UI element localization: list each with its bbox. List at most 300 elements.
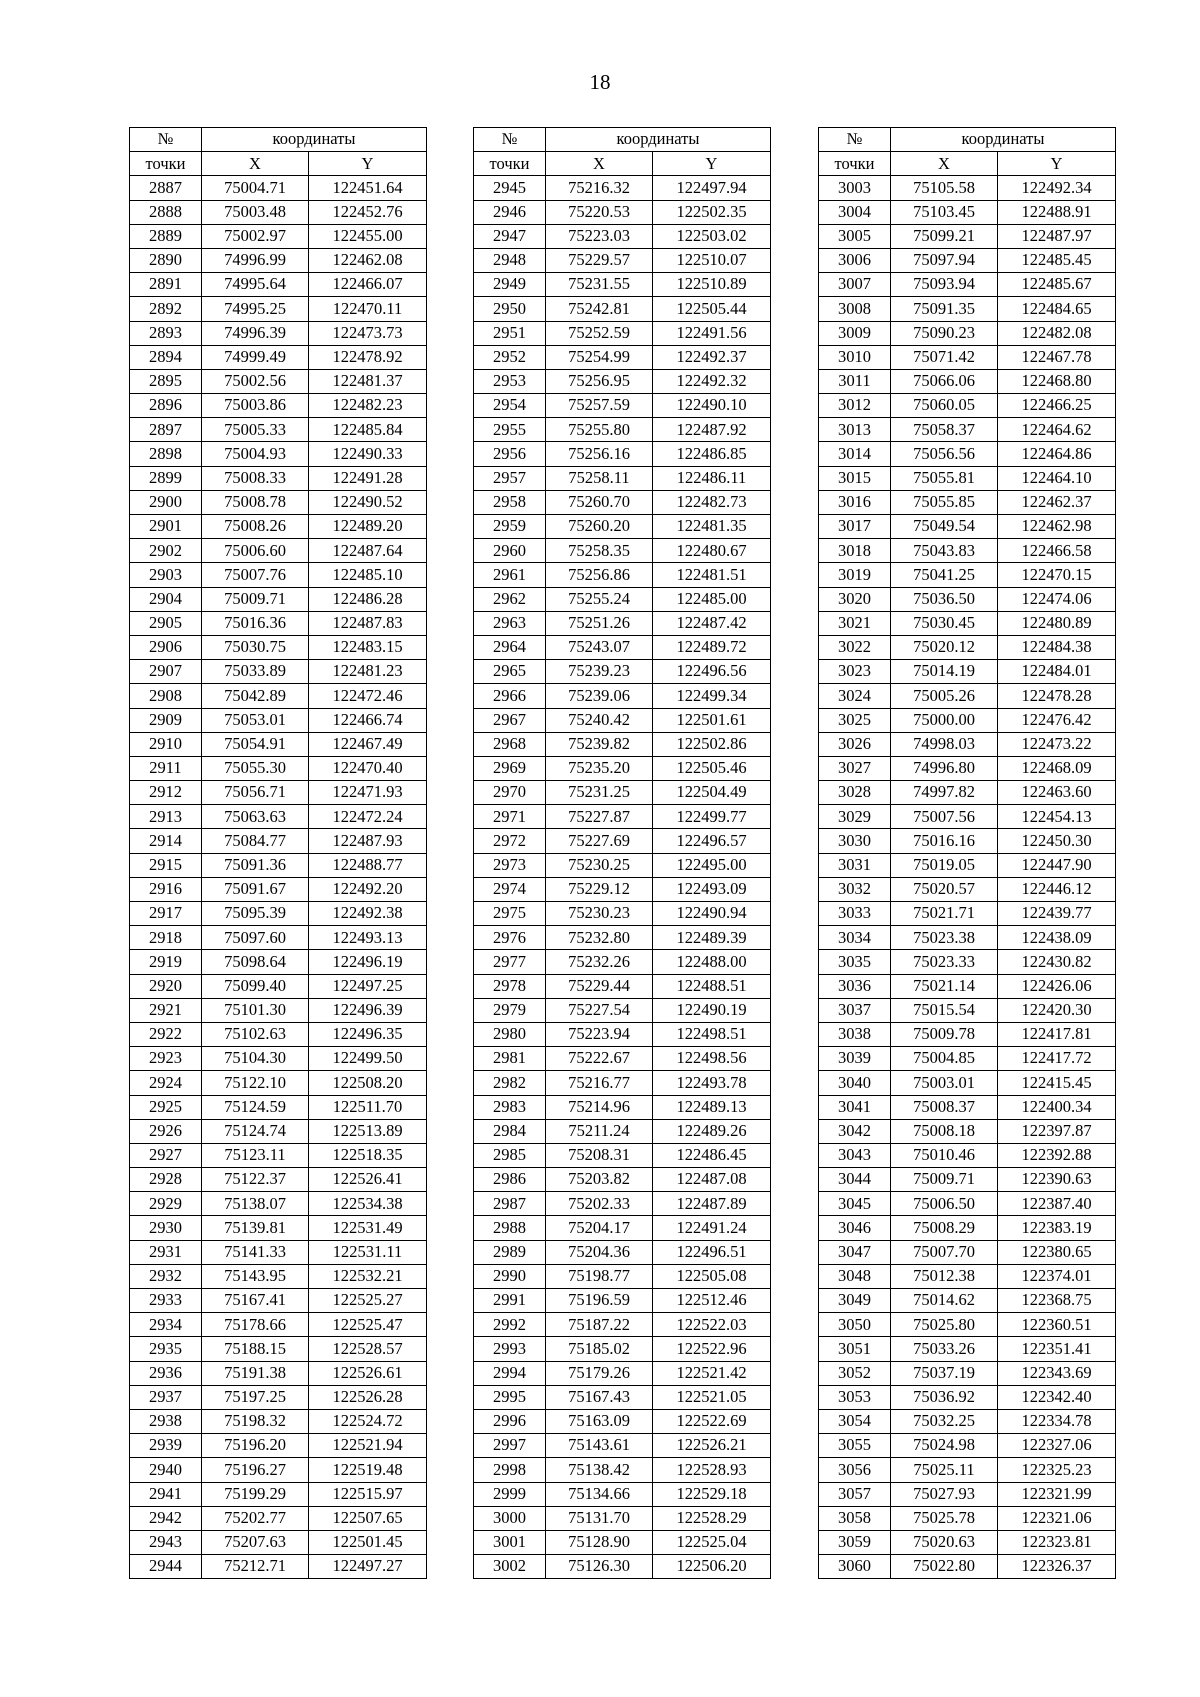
- point-number-cell: 2895: [130, 369, 202, 393]
- y-column-header: Y: [998, 152, 1116, 176]
- y-coordinate-cell: 122486.85: [653, 442, 771, 466]
- x-coordinate-cell: 75008.26: [202, 515, 309, 539]
- x-coordinate-cell: 75010.46: [891, 1143, 998, 1167]
- x-coordinate-cell: 75203.82: [546, 1168, 653, 1192]
- table-row: [819, 1192, 1116, 1216]
- point-number-cell: 2902: [130, 539, 202, 563]
- table-row: [819, 877, 1116, 901]
- y-coordinate-cell: 122490.19: [653, 998, 771, 1022]
- y-coordinate-cell: 122390.63: [998, 1168, 1116, 1192]
- table-row: [130, 805, 427, 829]
- table-row: [474, 1361, 771, 1385]
- x-coordinate-cell: 75090.23: [891, 321, 998, 345]
- y-coordinate-cell: 122470.15: [998, 563, 1116, 587]
- y-coordinate-cell: 122496.35: [309, 1022, 427, 1046]
- table-row: [474, 515, 771, 539]
- table-row: [819, 1022, 1116, 1046]
- x-coordinate-cell: 75098.64: [202, 950, 309, 974]
- x-coordinate-cell: 75105.58: [891, 176, 998, 200]
- table-row: [130, 1289, 427, 1313]
- x-coordinate-cell: 75056.56: [891, 442, 998, 466]
- x-coordinate-cell: 75163.09: [546, 1409, 653, 1433]
- table-row: [819, 490, 1116, 514]
- point-number-cell: 2903: [130, 563, 202, 587]
- point-number-cell: 3053: [819, 1385, 891, 1409]
- y-coordinate-cell: 122526.28: [309, 1385, 427, 1409]
- x-coordinate-cell: 75014.62: [891, 1289, 998, 1313]
- y-coordinate-cell: 122525.47: [309, 1313, 427, 1337]
- x-coordinate-cell: 75197.25: [202, 1385, 309, 1409]
- y-coordinate-cell: 122397.87: [998, 1119, 1116, 1143]
- x-coordinate-cell: 75060.05: [891, 394, 998, 418]
- y-coordinate-cell: 122488.77: [309, 853, 427, 877]
- y-coordinate-cell: 122489.72: [653, 635, 771, 659]
- y-coordinate-cell: 122482.73: [653, 490, 771, 514]
- point-number-cell: 3041: [819, 1095, 891, 1119]
- table-row: [130, 660, 427, 684]
- y-coordinate-cell: 122430.82: [998, 950, 1116, 974]
- coordinates-header: координаты: [891, 128, 1116, 152]
- table-row: [474, 442, 771, 466]
- x-coordinate-cell: 75239.06: [546, 684, 653, 708]
- point-number-cell: 3007: [819, 273, 891, 297]
- x-coordinate-cell: 75015.54: [891, 998, 998, 1022]
- y-coordinate-cell: 122417.72: [998, 1047, 1116, 1071]
- x-coordinate-cell: 75138.07: [202, 1192, 309, 1216]
- y-coordinate-cell: 122505.08: [653, 1264, 771, 1288]
- point-number-cell: 2961: [474, 563, 546, 587]
- x-coordinate-cell: 75016.36: [202, 611, 309, 635]
- y-coordinate-cell: 122486.11: [653, 466, 771, 490]
- table-row: [130, 1216, 427, 1240]
- y-coordinate-cell: 122492.20: [309, 877, 427, 901]
- x-coordinate-cell: 75212.71: [202, 1555, 309, 1579]
- x-coordinate-cell: 75091.67: [202, 877, 309, 901]
- point-number-cell: 2890: [130, 248, 202, 272]
- point-number-cell: 2892: [130, 297, 202, 321]
- table-row: [130, 1385, 427, 1409]
- coordinates-table-1: [129, 127, 427, 1579]
- y-coordinate-cell: 122505.44: [653, 297, 771, 321]
- x-coordinate-cell: 75055.30: [202, 756, 309, 780]
- coordinates-header: координаты: [202, 128, 427, 152]
- table-row: [130, 1240, 427, 1264]
- x-coordinate-cell: 75196.20: [202, 1434, 309, 1458]
- point-number-cell: 2918: [130, 926, 202, 950]
- table-row: [474, 418, 771, 442]
- table-row: [130, 563, 427, 587]
- table-row: [819, 1337, 1116, 1361]
- point-number-cell: 3015: [819, 466, 891, 490]
- page-number: 18: [589, 70, 611, 94]
- x-column-header: X: [546, 152, 653, 176]
- x-coordinate-cell: 74995.25: [202, 297, 309, 321]
- table-row: [819, 1482, 1116, 1506]
- point-number-header: №: [130, 128, 202, 152]
- y-coordinate-cell: 122415.45: [998, 1071, 1116, 1095]
- x-coordinate-cell: 75131.70: [546, 1506, 653, 1530]
- x-coordinate-cell: 75007.76: [202, 563, 309, 587]
- y-coordinate-cell: 122466.58: [998, 539, 1116, 563]
- x-coordinate-cell: 74996.39: [202, 321, 309, 345]
- y-coordinate-cell: 122528.93: [653, 1458, 771, 1482]
- y-coordinate-cell: 122473.22: [998, 732, 1116, 756]
- y-column-header: Y: [653, 152, 771, 176]
- point-number-cell: 2991: [474, 1289, 546, 1313]
- point-number-cell: 2967: [474, 708, 546, 732]
- y-coordinate-cell: 122484.01: [998, 660, 1116, 684]
- y-coordinate-cell: 122480.67: [653, 539, 771, 563]
- point-number-cell: 3029: [819, 805, 891, 829]
- table-row: [474, 732, 771, 756]
- x-coordinate-cell: 75222.67: [546, 1047, 653, 1071]
- y-coordinate-cell: 122502.35: [653, 200, 771, 224]
- table-row: [130, 611, 427, 635]
- table-row: [819, 539, 1116, 563]
- y-coordinate-cell: 122496.19: [309, 950, 427, 974]
- table-row: [130, 1168, 427, 1192]
- point-number-cell: 2944: [130, 1555, 202, 1579]
- y-coordinate-cell: 122471.93: [309, 781, 427, 805]
- x-coordinate-cell: 75178.66: [202, 1313, 309, 1337]
- y-coordinate-cell: 122438.09: [998, 926, 1116, 950]
- x-coordinate-cell: 74996.80: [891, 756, 998, 780]
- x-coordinate-cell: 75141.33: [202, 1240, 309, 1264]
- y-coordinate-cell: 122521.42: [653, 1361, 771, 1385]
- table-row: [819, 1216, 1116, 1240]
- y-coordinate-cell: 122482.08: [998, 321, 1116, 345]
- y-coordinate-cell: 122481.37: [309, 369, 427, 393]
- y-coordinate-cell: 122447.90: [998, 853, 1116, 877]
- point-number-cell: 2983: [474, 1095, 546, 1119]
- y-coordinate-cell: 122463.60: [998, 781, 1116, 805]
- point-number-cell: 2947: [474, 224, 546, 248]
- table-row: [819, 853, 1116, 877]
- point-number-cell: 3047: [819, 1240, 891, 1264]
- y-coordinate-cell: 122529.18: [653, 1482, 771, 1506]
- table-row: [130, 1482, 427, 1506]
- point-number-cell: 2956: [474, 442, 546, 466]
- x-coordinate-cell: 75231.25: [546, 781, 653, 805]
- x-coordinate-cell: 75093.94: [891, 273, 998, 297]
- x-coordinate-cell: 74997.82: [891, 781, 998, 805]
- x-coordinate-cell: 75024.98: [891, 1434, 998, 1458]
- table-row: [474, 635, 771, 659]
- y-coordinate-cell: 122484.38: [998, 635, 1116, 659]
- y-coordinate-cell: 122387.40: [998, 1192, 1116, 1216]
- y-coordinate-cell: 122499.50: [309, 1047, 427, 1071]
- point-number-cell: 3031: [819, 853, 891, 877]
- y-coordinate-cell: 122526.21: [653, 1434, 771, 1458]
- table-row: [819, 829, 1116, 853]
- point-number-cell: 3038: [819, 1022, 891, 1046]
- y-coordinate-cell: 122498.51: [653, 1022, 771, 1046]
- point-number-cell: 3042: [819, 1119, 891, 1143]
- x-coordinate-cell: 75095.39: [202, 902, 309, 926]
- x-coordinate-cell: 75256.95: [546, 369, 653, 393]
- table-row: [819, 1409, 1116, 1433]
- x-coordinate-cell: 75179.26: [546, 1361, 653, 1385]
- point-number-cell: 2990: [474, 1264, 546, 1288]
- x-coordinate-cell: 75023.33: [891, 950, 998, 974]
- point-number-cell: 3006: [819, 248, 891, 272]
- table-row: [130, 756, 427, 780]
- point-number-cell: 2920: [130, 974, 202, 998]
- x-coordinate-cell: 75198.32: [202, 1409, 309, 1433]
- y-coordinate-cell: 122525.27: [309, 1289, 427, 1313]
- point-number-cell: 2966: [474, 684, 546, 708]
- table-row: [474, 273, 771, 297]
- y-coordinate-cell: 122368.75: [998, 1289, 1116, 1313]
- y-coordinate-cell: 122490.94: [653, 902, 771, 926]
- point-number-cell: 3027: [819, 756, 891, 780]
- x-coordinate-cell: 75004.85: [891, 1047, 998, 1071]
- y-coordinate-cell: 122532.21: [309, 1264, 427, 1288]
- y-coordinate-cell: 122493.78: [653, 1071, 771, 1095]
- table-row: [474, 248, 771, 272]
- table-row: [819, 974, 1116, 998]
- point-number-cell: 2936: [130, 1361, 202, 1385]
- y-coordinate-cell: 122321.99: [998, 1482, 1116, 1506]
- point-number-header: №: [819, 128, 891, 152]
- x-coordinate-cell: 75020.63: [891, 1530, 998, 1554]
- x-coordinate-cell: 75009.71: [891, 1168, 998, 1192]
- point-number-cell: 2976: [474, 926, 546, 950]
- point-label-header: точки: [130, 152, 202, 176]
- y-column-header: Y: [309, 152, 427, 176]
- point-number-cell: 2964: [474, 635, 546, 659]
- table-row: [474, 200, 771, 224]
- y-coordinate-cell: 122450.30: [998, 829, 1116, 853]
- y-coordinate-cell: 122497.94: [653, 176, 771, 200]
- y-coordinate-cell: 122492.38: [309, 902, 427, 926]
- x-coordinate-cell: 75220.53: [546, 200, 653, 224]
- point-number-cell: 3054: [819, 1409, 891, 1433]
- y-coordinate-cell: 122522.96: [653, 1337, 771, 1361]
- x-coordinate-cell: 75227.54: [546, 998, 653, 1022]
- point-number-cell: 3049: [819, 1289, 891, 1313]
- y-coordinate-cell: 122526.61: [309, 1361, 427, 1385]
- x-coordinate-cell: 75041.25: [891, 563, 998, 587]
- y-coordinate-cell: 122487.08: [653, 1168, 771, 1192]
- table-row: [474, 1047, 771, 1071]
- point-number-cell: 2933: [130, 1289, 202, 1313]
- y-coordinate-cell: 122466.25: [998, 394, 1116, 418]
- table-row: [130, 466, 427, 490]
- table-row: [474, 563, 771, 587]
- table-row: [474, 1216, 771, 1240]
- point-number-cell: 3025: [819, 708, 891, 732]
- table-row: [819, 902, 1116, 926]
- y-coordinate-cell: 122485.84: [309, 418, 427, 442]
- y-coordinate-cell: 122468.09: [998, 756, 1116, 780]
- y-coordinate-cell: 122327.06: [998, 1434, 1116, 1458]
- x-coordinate-cell: 75058.37: [891, 418, 998, 442]
- point-number-cell: 2898: [130, 442, 202, 466]
- table-row: [819, 176, 1116, 200]
- y-coordinate-cell: 122534.38: [309, 1192, 427, 1216]
- point-number-cell: 2937: [130, 1385, 202, 1409]
- x-coordinate-cell: 75005.26: [891, 684, 998, 708]
- y-coordinate-cell: 122474.06: [998, 587, 1116, 611]
- point-number-cell: 2987: [474, 1192, 546, 1216]
- x-coordinate-cell: 75102.63: [202, 1022, 309, 1046]
- point-number-cell: 2993: [474, 1337, 546, 1361]
- point-number-cell: 2978: [474, 974, 546, 998]
- point-number-cell: 3001: [474, 1530, 546, 1554]
- point-number-cell: 2949: [474, 273, 546, 297]
- y-coordinate-cell: 122490.52: [309, 490, 427, 514]
- y-coordinate-cell: 122454.13: [998, 805, 1116, 829]
- table-row: [474, 1192, 771, 1216]
- y-coordinate-cell: 122489.26: [653, 1119, 771, 1143]
- table-row: [819, 805, 1116, 829]
- y-coordinate-cell: 122497.27: [309, 1555, 427, 1579]
- table-row: [474, 176, 771, 200]
- point-number-cell: 2927: [130, 1143, 202, 1167]
- table-row: [130, 781, 427, 805]
- table-row: [474, 297, 771, 321]
- table-row: [819, 1168, 1116, 1192]
- point-number-cell: 2923: [130, 1047, 202, 1071]
- y-coordinate-cell: 122513.89: [309, 1119, 427, 1143]
- x-coordinate-cell: 75025.78: [891, 1506, 998, 1530]
- table-row: [474, 926, 771, 950]
- x-coordinate-cell: 75036.92: [891, 1385, 998, 1409]
- x-coordinate-cell: 75043.83: [891, 539, 998, 563]
- point-number-cell: 2940: [130, 1458, 202, 1482]
- point-number-cell: 2942: [130, 1506, 202, 1530]
- point-number-cell: 2904: [130, 587, 202, 611]
- table-row: [130, 853, 427, 877]
- x-coordinate-cell: 75002.97: [202, 224, 309, 248]
- point-number-cell: 2968: [474, 732, 546, 756]
- point-number-cell: 2962: [474, 587, 546, 611]
- y-coordinate-cell: 122472.46: [309, 684, 427, 708]
- point-number-cell: 3030: [819, 829, 891, 853]
- table-row: [819, 1313, 1116, 1337]
- point-number-cell: 2981: [474, 1047, 546, 1071]
- x-coordinate-cell: 74999.49: [202, 345, 309, 369]
- table-row: [130, 1506, 427, 1530]
- table-row: [819, 1434, 1116, 1458]
- point-number-cell: 2954: [474, 394, 546, 418]
- x-coordinate-cell: 75257.59: [546, 394, 653, 418]
- y-coordinate-cell: 122484.65: [998, 297, 1116, 321]
- table-row: [819, 635, 1116, 659]
- point-number-cell: 2986: [474, 1168, 546, 1192]
- point-number-cell: 2938: [130, 1409, 202, 1433]
- table-row: [474, 853, 771, 877]
- y-coordinate-cell: 122515.97: [309, 1482, 427, 1506]
- x-coordinate-cell: 75033.89: [202, 660, 309, 684]
- y-coordinate-cell: 122321.06: [998, 1506, 1116, 1530]
- table-row: [819, 1095, 1116, 1119]
- point-number-cell: 2989: [474, 1240, 546, 1264]
- point-number-cell: 3045: [819, 1192, 891, 1216]
- point-number-cell: 3023: [819, 660, 891, 684]
- y-coordinate-cell: 122483.15: [309, 635, 427, 659]
- point-number-cell: 2921: [130, 998, 202, 1022]
- point-number-cell: 2998: [474, 1458, 546, 1482]
- table-row: [474, 1506, 771, 1530]
- x-coordinate-cell: 75229.57: [546, 248, 653, 272]
- x-coordinate-cell: 75227.69: [546, 829, 653, 853]
- y-coordinate-cell: 122455.00: [309, 224, 427, 248]
- x-coordinate-cell: 74995.64: [202, 273, 309, 297]
- y-coordinate-cell: 122451.64: [309, 176, 427, 200]
- point-number-cell: 3059: [819, 1530, 891, 1554]
- y-coordinate-cell: 122499.34: [653, 684, 771, 708]
- x-coordinate-cell: 75033.26: [891, 1337, 998, 1361]
- table-row: [819, 926, 1116, 950]
- x-coordinate-cell: 75049.54: [891, 515, 998, 539]
- x-coordinate-cell: 75027.93: [891, 1482, 998, 1506]
- y-coordinate-cell: 122485.00: [653, 587, 771, 611]
- y-coordinate-cell: 122473.73: [309, 321, 427, 345]
- y-coordinate-cell: 122426.06: [998, 974, 1116, 998]
- point-number-cell: 2979: [474, 998, 546, 1022]
- point-number-cell: 2906: [130, 635, 202, 659]
- point-number-cell: 3019: [819, 563, 891, 587]
- table-row: [819, 708, 1116, 732]
- table-row: [130, 297, 427, 321]
- table-row: [819, 466, 1116, 490]
- y-coordinate-cell: 122506.20: [653, 1555, 771, 1579]
- x-coordinate-cell: 75191.38: [202, 1361, 309, 1385]
- y-coordinate-cell: 122462.98: [998, 515, 1116, 539]
- table-row: [474, 902, 771, 926]
- x-coordinate-cell: 75036.50: [891, 587, 998, 611]
- y-coordinate-cell: 122486.45: [653, 1143, 771, 1167]
- point-number-cell: 2910: [130, 732, 202, 756]
- y-coordinate-cell: 122522.69: [653, 1409, 771, 1433]
- table-row: [474, 974, 771, 998]
- x-coordinate-cell: 75122.37: [202, 1168, 309, 1192]
- point-number-cell: 3060: [819, 1555, 891, 1579]
- x-coordinate-cell: 75188.15: [202, 1337, 309, 1361]
- table-row: [130, 490, 427, 514]
- table-row: [474, 829, 771, 853]
- x-coordinate-cell: 75139.81: [202, 1216, 309, 1240]
- x-coordinate-cell: 75260.70: [546, 490, 653, 514]
- x-coordinate-cell: 75256.86: [546, 563, 653, 587]
- x-coordinate-cell: 75258.35: [546, 539, 653, 563]
- table-row: [819, 756, 1116, 780]
- table-row: [130, 1047, 427, 1071]
- x-coordinate-cell: 75056.71: [202, 781, 309, 805]
- point-number-cell: 2916: [130, 877, 202, 901]
- table-row: [819, 950, 1116, 974]
- y-coordinate-cell: 122501.45: [309, 1530, 427, 1554]
- y-coordinate-cell: 122481.23: [309, 660, 427, 684]
- point-number-cell: 2888: [130, 200, 202, 224]
- point-number-cell: 3010: [819, 345, 891, 369]
- table-row: [819, 660, 1116, 684]
- point-number-cell: 2929: [130, 1192, 202, 1216]
- x-column-header: X: [202, 152, 309, 176]
- table-row: [130, 1337, 427, 1361]
- x-coordinate-cell: 75235.20: [546, 756, 653, 780]
- y-coordinate-cell: 122512.46: [653, 1289, 771, 1313]
- x-coordinate-cell: 75232.26: [546, 950, 653, 974]
- y-coordinate-cell: 122487.42: [653, 611, 771, 635]
- y-coordinate-cell: 122491.28: [309, 466, 427, 490]
- table-row: [130, 1022, 427, 1046]
- x-coordinate-cell: 75030.45: [891, 611, 998, 635]
- x-coordinate-cell: 75055.85: [891, 490, 998, 514]
- table-row: [819, 1361, 1116, 1385]
